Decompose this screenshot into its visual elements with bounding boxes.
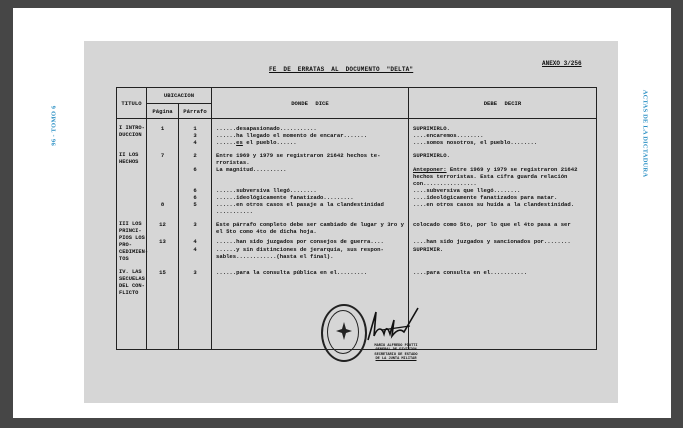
cell-donde-dice: ......en otros casos el pasaje a la clandestinidad ........... bbox=[212, 201, 409, 215]
scanned-document bbox=[84, 41, 618, 403]
header-donde-dice: DONDE DICE bbox=[212, 88, 409, 119]
cell-parrafo: 5 bbox=[179, 201, 212, 215]
cell-donde-dice: ......y sin distinciones de jerarquía, sus respon-sables............(hasta el final). bbox=[212, 246, 409, 263]
signatory-rank: GENERAL DE DIVISION bbox=[375, 348, 417, 353]
cell-donde-dice: ......subversiva llegó........ bbox=[212, 187, 409, 194]
cell-donde-dice bbox=[212, 139, 409, 146]
cell-debe-decir: ....para consulta en el........... bbox=[409, 269, 597, 349]
cell-pagina bbox=[147, 132, 179, 139]
cell-donde-dice: ......desapasionado........... bbox=[212, 125, 409, 132]
cell-parrafo: 6 bbox=[179, 187, 212, 194]
cell-titulo: III LOS PRINCI- PIOS LOS PRO- CEDIMIEN- TOS bbox=[117, 221, 147, 263]
header-ubicacion: UBICACION bbox=[147, 88, 212, 104]
left-margin-label bbox=[48, 88, 60, 168]
book-title-label: ACTAS DE LA DICTADURA bbox=[641, 89, 649, 178]
header-parrafo: Párrafo bbox=[179, 104, 212, 119]
document-title: FE DE ERRATAS AL DOCUMENTO "DELTA" bbox=[269, 66, 414, 73]
text-fragment: el pueblo...... bbox=[242, 139, 297, 146]
table-row bbox=[117, 125, 597, 132]
table-row bbox=[117, 201, 597, 215]
underlined-word: es bbox=[236, 139, 243, 146]
cell-pagina: 12 bbox=[147, 221, 179, 238]
cell-parrafo: 3 bbox=[179, 132, 212, 139]
cell-parrafo: 6 bbox=[179, 194, 212, 201]
underlined-word: Anteponer: bbox=[413, 166, 447, 173]
signatory-org: DE LA JUNTA MILITAR bbox=[375, 357, 417, 362]
cell-donde-dice: ......han sido juzgados por consejos de guerra.... bbox=[212, 238, 409, 246]
seal-emblem-icon bbox=[336, 322, 352, 340]
table-row bbox=[117, 132, 597, 139]
cell-parrafo: 6 bbox=[179, 166, 212, 187]
table-row bbox=[117, 238, 597, 246]
cell-pagina bbox=[147, 246, 179, 263]
cell-debe-decir: ....ideológicamente fanatizados para matar. bbox=[409, 194, 597, 201]
cell-donde-dice: Este párrafo completo debe ser cambiado de lugar y 3ro y el 5to como 4to de dicha hoja. bbox=[212, 221, 409, 238]
cell-donde-dice: ......ha llegado el momento de encarar....... bbox=[212, 132, 409, 139]
cell-pagina bbox=[147, 166, 179, 187]
cell-debe-decir: colocado como 5to, por lo que el 4to pasa a ser bbox=[409, 221, 597, 238]
cell-debe-decir: ....en otros casos su huída a la clandestinidad. bbox=[409, 201, 597, 215]
volume-label: 96 - TOMO 6 bbox=[50, 105, 58, 146]
cell-titulo: II LOS HECHOS bbox=[117, 152, 147, 215]
table-row bbox=[117, 221, 597, 238]
table-row bbox=[117, 194, 597, 201]
cell-debe-decir: ....encaremos........ bbox=[409, 132, 597, 139]
cell-pagina bbox=[147, 139, 179, 146]
cell-parrafo: 1 bbox=[179, 125, 212, 132]
annex-number: ANEXO 3/256 bbox=[542, 60, 582, 67]
cell-titulo: IV. LAS SECUELAS DEL CON- FLICTO bbox=[117, 269, 147, 349]
cell-pagina bbox=[147, 194, 179, 201]
cell-parrafo: 4 bbox=[179, 238, 212, 246]
page bbox=[13, 8, 671, 418]
cell-parrafo: 3 bbox=[179, 269, 212, 349]
cell-debe-decir bbox=[409, 166, 597, 187]
cell-pagina: 7 bbox=[147, 152, 179, 166]
cell-pagina: 1 bbox=[147, 125, 179, 132]
cell-donde-dice: ......para la consulta pública en el......... bbox=[212, 269, 409, 349]
signature-icon bbox=[362, 306, 422, 342]
cell-pagina bbox=[147, 187, 179, 194]
right-margin-label bbox=[639, 84, 651, 188]
table-row bbox=[117, 166, 597, 187]
cell-parrafo: 4 bbox=[179, 246, 212, 263]
cell-debe-decir: ....somos nosotros, el pueblo........ bbox=[409, 139, 597, 146]
cell-debe-decir: SUPRIMIRLO. bbox=[409, 152, 597, 166]
cell-debe-decir: ....subversiva que llegó........ bbox=[409, 187, 597, 194]
text-fragment: Entre 1969 y 1979 se registraron 21642 hechos terroristas. Esta cifra guarda relación con................ bbox=[413, 166, 578, 187]
cell-pagina: 8 bbox=[147, 201, 179, 215]
cell-debe-decir: SUPRIMIRLO. bbox=[409, 125, 597, 132]
text-fragment: ...... bbox=[216, 139, 237, 146]
cell-parrafo: 4 bbox=[179, 139, 212, 146]
table-row bbox=[117, 139, 597, 146]
header-titulo: TITULO bbox=[117, 88, 147, 119]
header-pagina: Página bbox=[147, 104, 179, 119]
table-row bbox=[117, 246, 597, 263]
cell-pagina: 15 bbox=[147, 269, 179, 349]
cell-debe-decir: ....han sido juzgados y sancionados por........ bbox=[409, 238, 597, 246]
table-row bbox=[117, 187, 597, 194]
signatory-title: SECRETARIO DE ESTADO bbox=[374, 352, 418, 357]
cell-parrafo: 3 bbox=[179, 221, 212, 238]
cell-parrafo: 2 bbox=[179, 152, 212, 166]
header-debe-decir: DEBE DECIR bbox=[409, 88, 597, 119]
signatory-name: MARIO ALFREDO PIOTTI bbox=[374, 344, 418, 348]
cell-debe-decir: SUPRIMIR. bbox=[409, 246, 597, 263]
cell-donde-dice: Entre 1969 y 1979 se registraron 21642 hechos te-rroristas. bbox=[212, 152, 409, 166]
cell-donde-dice: La magnitud.......... bbox=[212, 166, 409, 187]
cell-pagina: 13 bbox=[147, 238, 179, 246]
table-row bbox=[117, 152, 597, 166]
cell-donde-dice: ......ideológicamente fanatizado......... bbox=[212, 194, 409, 201]
official-seal-icon bbox=[321, 304, 367, 362]
cell-titulo: I INTRO- DUCCION bbox=[117, 125, 147, 146]
signature-block bbox=[366, 344, 426, 362]
